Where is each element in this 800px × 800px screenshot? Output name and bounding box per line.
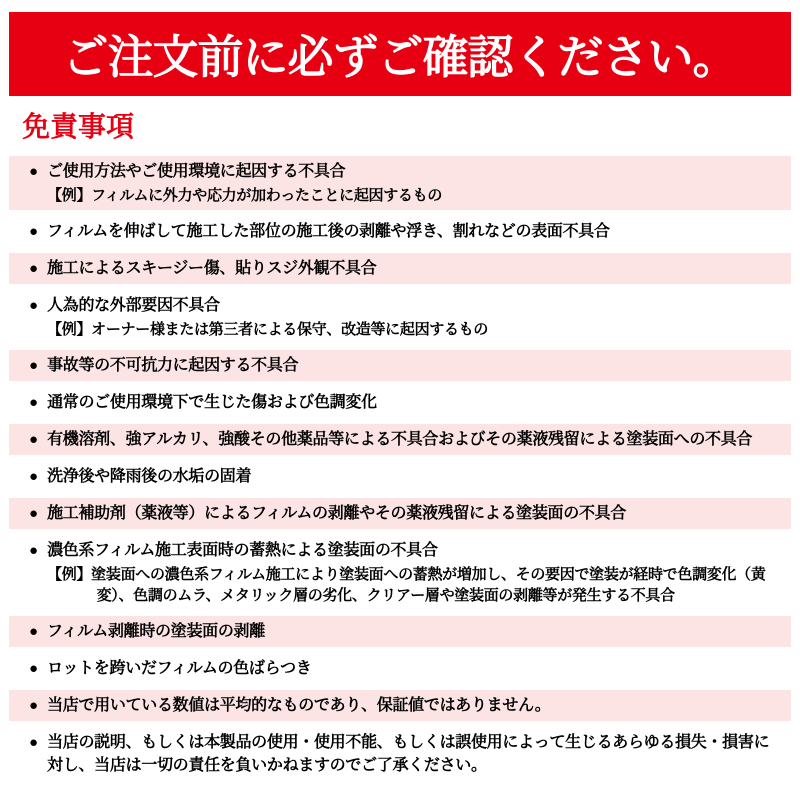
bullet-icon: ●: [29, 431, 39, 448]
list-item-content: [47, 694, 781, 717]
list-item: [9, 690, 791, 721]
bullet-icon: ●: [29, 163, 39, 180]
list-item-content: [47, 465, 781, 488]
list-item-text: 人為的な外部要因不具合: [47, 297, 220, 314]
list-item-content: [47, 160, 781, 206]
list-item-text: 濃色系フィルム施工表面時の蓄熱による塗装面の不具合: [47, 542, 438, 559]
list-item-content: [47, 354, 781, 377]
list-item-content: [47, 220, 781, 243]
list-item: [9, 253, 791, 284]
bullet-icon: ●: [29, 468, 39, 485]
list-item-text: フィルムを伸ばして施工した部位の施工後の剥離や浮き、割れなどの表面不具合: [47, 223, 610, 240]
list-item-content: [47, 731, 781, 777]
list-item-text: ロットを跨いだフィルムの色ばらつき: [47, 660, 312, 677]
list-item-text: 通常のご使用環境下で生じた傷および色調変化: [47, 394, 377, 411]
bullet-icon: ●: [29, 297, 39, 314]
list-item-content: [47, 502, 781, 525]
bullet-icon: ●: [29, 734, 39, 751]
list-item-text: 施工補助剤（薬液等）によるフィルムの剥離やその薬液残留による塗装面の不具合: [47, 505, 627, 522]
list-item-example: 【例】塗装面への濃色系フィルム施工により塗装面への蓄熱が増加し、その要因で塗装が経時で色調変化（黄変）、色調のムラ、メタリック層の劣化、クリアー層や塗装面の剥離等が発生する不具合: [47, 566, 766, 604]
list-item-example: 【例】オーナー様または第三者による保守、改造等に起因するもの: [47, 321, 489, 338]
bullet-icon: ●: [29, 260, 39, 277]
list-item: [9, 461, 791, 492]
confirmation-banner: [9, 12, 791, 96]
list-item-text: 事故等の不可抗力に起因する不具合: [47, 357, 299, 374]
bullet-icon: ●: [29, 623, 39, 640]
list-item-content: [47, 294, 781, 340]
list-item: [9, 616, 791, 647]
list-item: [9, 653, 791, 684]
list-item-text: 当店の説明、もしくは本製品の使用・使用不能、もしくは誤使用によって生じるあらゆる損失・損害に対し、当店は一切の責任を負いかねますのでご了承ください。: [47, 734, 770, 774]
list-item-content: [47, 620, 781, 643]
bullet-icon: ●: [29, 394, 39, 411]
list-item-content: [47, 428, 781, 451]
bullet-icon: ●: [29, 542, 39, 559]
list-item: [9, 727, 791, 781]
list-item-text: 有機溶剤、強アルカリ、強酸その他薬品等による不具合およびその薬液残留による塗装面への不具合: [47, 431, 753, 448]
bullet-icon: ●: [29, 697, 39, 714]
bullet-icon: ●: [29, 357, 39, 374]
disclaimer-list: [9, 156, 791, 781]
list-item: [9, 387, 791, 418]
banner-title: ご注文前に必ずご確認ください。: [62, 31, 738, 83]
list-item-text: ご使用方法やご使用環境に起因する不具合: [47, 163, 346, 180]
list-item: [9, 424, 791, 455]
list-item-text: 当店で用いている数値は平均的なものであり、保証値ではありません。: [47, 697, 551, 714]
list-item-text: 洗浄後や降雨後の水垢の固着: [47, 468, 252, 485]
list-item-content: [47, 657, 781, 680]
bullet-icon: ●: [29, 660, 39, 677]
list-item-text: 施工によるスキージー傷、貼りスジ外観不具合: [47, 260, 377, 277]
list-item: [9, 350, 791, 381]
list-item: [9, 156, 791, 210]
list-item-content: [47, 257, 781, 280]
list-item: [9, 498, 791, 529]
bullet-icon: ●: [29, 505, 39, 522]
list-item-content: [47, 391, 781, 414]
disclaimer-heading: 免責事項: [22, 111, 135, 142]
list-item-example: 【例】フィルムに外力や応力が加わったことに起因するもの: [47, 187, 443, 204]
bullet-icon: ●: [29, 223, 39, 240]
list-item: [9, 290, 791, 344]
list-item-content: [47, 539, 781, 606]
list-item-text: フィルム剥離時の塗装面の剥離: [47, 623, 265, 640]
list-item: [9, 535, 791, 610]
list-item: [9, 216, 791, 247]
